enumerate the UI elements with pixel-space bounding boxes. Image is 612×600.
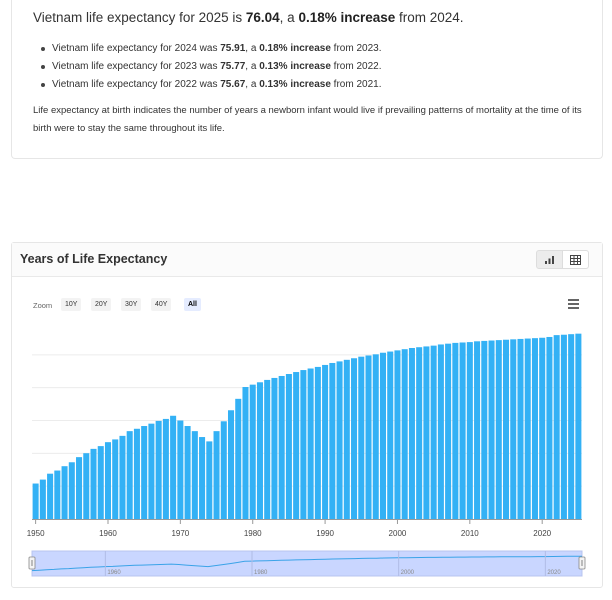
bar-1986[interactable] [293,372,299,519]
bar-1957[interactable] [83,453,89,519]
bar-1970[interactable] [177,421,183,520]
bar-series [33,334,582,519]
headline-value: 76.04 [245,10,280,25]
bar-2024[interactable] [568,334,574,519]
bar-1980[interactable] [250,385,256,519]
bar-2016[interactable] [510,339,516,519]
x-tick-label: 2020 [533,529,552,538]
bar-1964[interactable] [134,429,140,519]
bar-1969[interactable] [170,416,176,519]
bar-1953[interactable] [54,471,60,519]
bar-1992[interactable] [337,361,343,519]
bullet-prefix: Vietnam life expectancy for 2023 was [52,61,221,72]
bar-2014[interactable] [496,340,502,519]
bar-2023[interactable] [561,335,567,519]
x-tick-label: 1970 [171,529,190,538]
bar-1993[interactable] [344,360,350,519]
bullet-change: 0.18% increase [259,43,331,54]
bullet-change: 0.13% increase [259,61,331,72]
headline-change: 0.18% increase [298,10,396,25]
navigator[interactable] [29,551,585,576]
bar-1995[interactable] [358,357,364,519]
bar-1999[interactable] [387,352,393,519]
bar-2001[interactable] [402,349,408,519]
bar-1974[interactable] [206,441,212,519]
bar-2017[interactable] [517,339,523,519]
headline-prefix: Vietnam life expectancy for 2025 is [33,10,246,25]
bar-1978[interactable] [235,399,241,519]
bar-2007[interactable] [445,344,451,519]
x-tick-label: 1980 [243,529,262,538]
bullet-prefix: Vietnam life expectancy for 2024 was [52,43,221,54]
bar-2021[interactable] [546,337,552,519]
bar-1991[interactable] [329,363,335,519]
bar-2000[interactable] [394,350,400,519]
bar-2005[interactable] [431,346,437,519]
bar-1951[interactable] [40,480,46,519]
bar-1963[interactable] [127,431,133,519]
navigator-tick-label: 1980 [254,570,268,576]
bar-1968[interactable] [163,419,169,519]
bar-1982[interactable] [264,380,270,519]
bar-1954[interactable] [62,466,68,519]
bar-2010[interactable] [467,342,473,519]
bar-1965[interactable] [141,426,147,519]
bar-1952[interactable] [47,474,53,519]
bar-1997[interactable] [373,354,379,519]
zoom-label: Zoom [33,301,53,310]
bar-1979[interactable] [242,387,248,519]
zoom-all-button[interactable]: All [184,298,201,311]
bar-2003[interactable] [416,347,422,519]
definition-text: Life expectancy at birth indicates the number of years a newborn infant would live if prevailing patterns of mortality at the time of its birth were to stay the same throughout its life. [33,105,582,134]
bar-2004[interactable] [423,346,429,519]
bar-1967[interactable] [156,421,162,519]
bar-1960[interactable] [105,442,111,519]
bar-1950[interactable] [33,484,39,519]
bar-2006[interactable] [438,344,444,519]
bar-1956[interactable] [76,457,82,519]
bullet-value: 75.67 [220,79,246,90]
headline-suffix: from 2024. [395,10,464,25]
bar-1976[interactable] [221,421,227,519]
bar-1973[interactable] [199,437,205,519]
bar-1994[interactable] [351,358,357,519]
x-axis [27,519,582,538]
bar-1990[interactable] [322,365,328,519]
bar-1981[interactable] [257,382,263,519]
bar-1966[interactable] [148,424,154,519]
x-tick-label: 2010 [460,529,479,538]
zoom-40y-button[interactable]: 40Y [151,298,171,311]
bar-1971[interactable] [185,426,191,519]
bar-1987[interactable] [300,370,306,519]
x-tick-label: 1950 [26,529,45,538]
x-tick-label: 1990 [316,529,334,538]
bullet-change: 0.13% increase [259,79,331,90]
bar-1959[interactable] [98,446,104,519]
bar-1996[interactable] [365,355,371,519]
zoom-30y-button[interactable]: 30Y [121,298,141,311]
bullet-middle: , a [245,61,260,72]
bullet-suffix: from 2022. [330,61,382,72]
bar-1962[interactable] [119,436,125,519]
bar-2009[interactable] [460,342,466,519]
navigator-tick-label: 1960 [107,570,121,576]
bar-1988[interactable] [308,368,314,519]
bar-2013[interactable] [489,341,495,519]
bar-1958[interactable] [90,449,96,519]
bullet-middle: , a [245,43,260,54]
navigator-tick-label: 2000 [400,570,415,576]
bar-2018[interactable] [525,339,531,519]
zoom-20y-button[interactable]: 20Y [91,298,111,311]
bar-1955[interactable] [69,462,75,519]
bar-1975[interactable] [214,431,220,519]
bar-2015[interactable] [503,340,509,519]
bullet-prefix: Vietnam life expectancy for 2022 was [52,79,221,90]
bar-2008[interactable] [452,343,458,519]
bar-1989[interactable] [315,367,321,519]
bar-1977[interactable] [228,410,234,519]
bullet-suffix: from 2021. [330,79,382,90]
bar-2020[interactable] [539,338,545,519]
navigator-tick-label: 2020 [547,570,561,576]
headline-middle: , a [279,10,299,25]
bar-2019[interactable] [532,338,538,519]
chart-title: Years of Life Expectancy [20,252,168,266]
bullet-middle: , a [245,79,260,90]
bar-1998[interactable] [380,353,386,519]
x-tick-label: 2000 [388,529,407,538]
bar-1985[interactable] [286,374,292,519]
bullet-value: 75.91 [220,43,246,54]
bar-1983[interactable] [271,378,277,519]
bar-1961[interactable] [112,439,118,519]
bar-2022[interactable] [554,335,560,519]
bullet-suffix: from 2023. [330,43,382,54]
bar-2002[interactable] [409,348,415,519]
bar-1984[interactable] [279,376,285,519]
zoom-10y-button[interactable]: 10Y [61,298,81,311]
bar-2011[interactable] [474,341,480,519]
bullet-value: 75.77 [220,61,246,72]
bar-1972[interactable] [192,431,198,519]
bar-2012[interactable] [481,341,487,519]
x-tick-label: 1960 [99,529,117,538]
bar-2025[interactable] [575,334,581,519]
